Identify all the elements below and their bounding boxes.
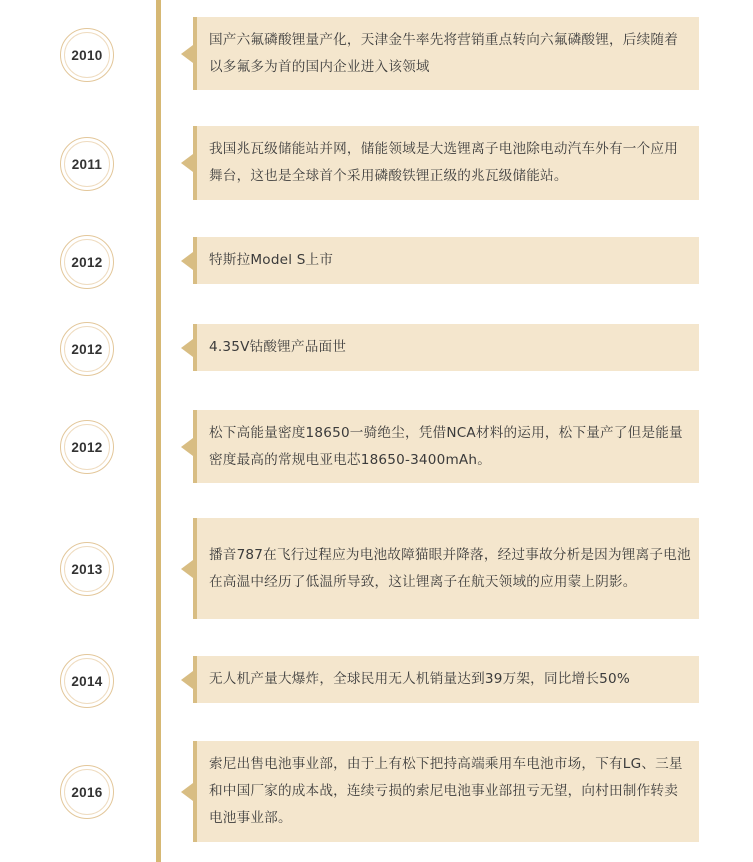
event-text: 4.35V钴酸锂产品面世 (209, 339, 347, 355)
year-badge (60, 322, 114, 376)
year-badge (60, 654, 114, 708)
event-card (193, 656, 699, 703)
year-badge (60, 137, 114, 191)
year-badge (60, 420, 114, 474)
event-text: 松下高能量密度18650一骑绝尘，凭借NCA材料的运用，松下量产了但是能量密度最高的常规电亚电芯18650-3400mAh。 (209, 424, 683, 468)
event-card (193, 410, 699, 483)
year-badge (60, 542, 114, 596)
year-label: 2012 (71, 341, 103, 357)
event-text: 无人机产量大爆炸，全球民用无人机销量达到39万架，同比增长50% (209, 671, 630, 687)
event-card (193, 324, 699, 371)
event-card (193, 17, 699, 90)
timeline-axis (156, 0, 161, 862)
event-card (193, 741, 699, 842)
event-card (193, 126, 699, 200)
event-text: 播音787在飞行过程应为电池故障猫眼并降落，经过事故分析是因为锂离子电池在高温中经历了低温所导致，这让锂离子在航天领域的应用蒙上阴影。 (209, 546, 691, 590)
year-label: 2016 (71, 784, 103, 800)
year-badge (60, 28, 114, 82)
event-text: 索尼出售电池事业部，由于上有松下把持高端乘用车电池市场，下有LG、三星和中国厂家的成本战，连续亏损的索尼电池事业部扭亏无望，向村田制作转卖电池事业部。 (209, 756, 683, 826)
year-badge (60, 235, 114, 289)
event-text: 我国兆瓦级储能站并网，储能领域是大选锂离子电池除电动汽车外有一个应用舞台，这也是全球首个采用磷酸铁锂正级的兆瓦级储能站。 (209, 141, 678, 184)
year-label: 2013 (71, 561, 103, 577)
year-label: 2010 (71, 47, 103, 63)
event-card (193, 518, 699, 619)
event-card (193, 237, 699, 284)
year-label: 2014 (71, 673, 103, 689)
year-label: 2012 (71, 439, 103, 455)
year-label: 2012 (71, 254, 103, 270)
event-text: 国产六氟磷酸锂量产化，天津金牛率先将营销重点转向六氟磷酸锂，后续随着以多氟多为首的国内企业进入该领域 (209, 31, 678, 75)
year-label: 2011 (71, 156, 103, 172)
year-badge (60, 765, 114, 819)
event-text: 特斯拉Model S上市 (209, 252, 334, 268)
